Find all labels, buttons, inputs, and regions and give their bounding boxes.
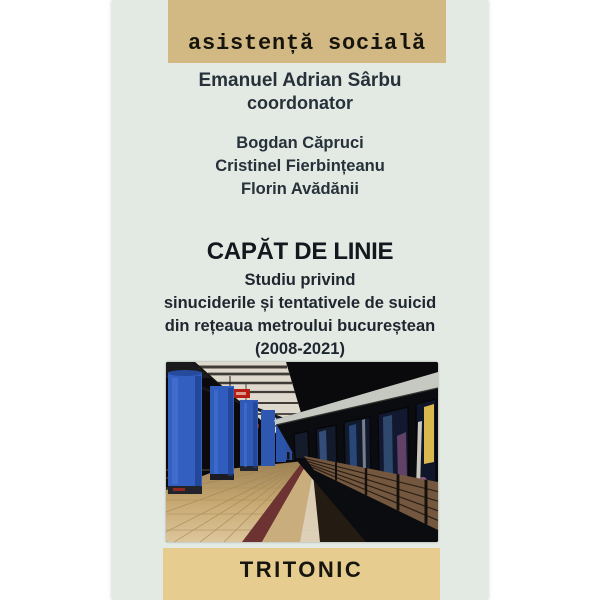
author-name: Cristinel Fierbințeanu [215,157,385,175]
book-subtitle [112,269,488,361]
publisher-band [163,548,440,600]
publisher-name: TRITONIC [239,557,364,582]
coordinator-block [112,69,488,114]
subtitle-line: Studiu privind [244,271,356,289]
authors-block [112,132,488,201]
series-band [168,0,446,63]
author-name: Florin Avădănii [241,180,359,198]
author-name: Bogdan Căpruci [236,134,364,152]
coordinator-role: coordonator [247,93,353,113]
subtitle-line: (2008-2021) [255,340,345,358]
book-title: CAPĂT DE LINIE [206,238,394,265]
coordinator-name: Emanuel Adrian Sârbu [198,70,402,91]
subtitle-line: sinuciderile și tentativele de suicid [163,294,437,312]
series-label: asistență socială [187,31,427,56]
cover-photo [166,362,438,542]
metro-photo-illustration [166,362,438,542]
book-cover [112,0,488,600]
subtitle-line: din rețeaua metroului bucureștean [164,317,436,335]
